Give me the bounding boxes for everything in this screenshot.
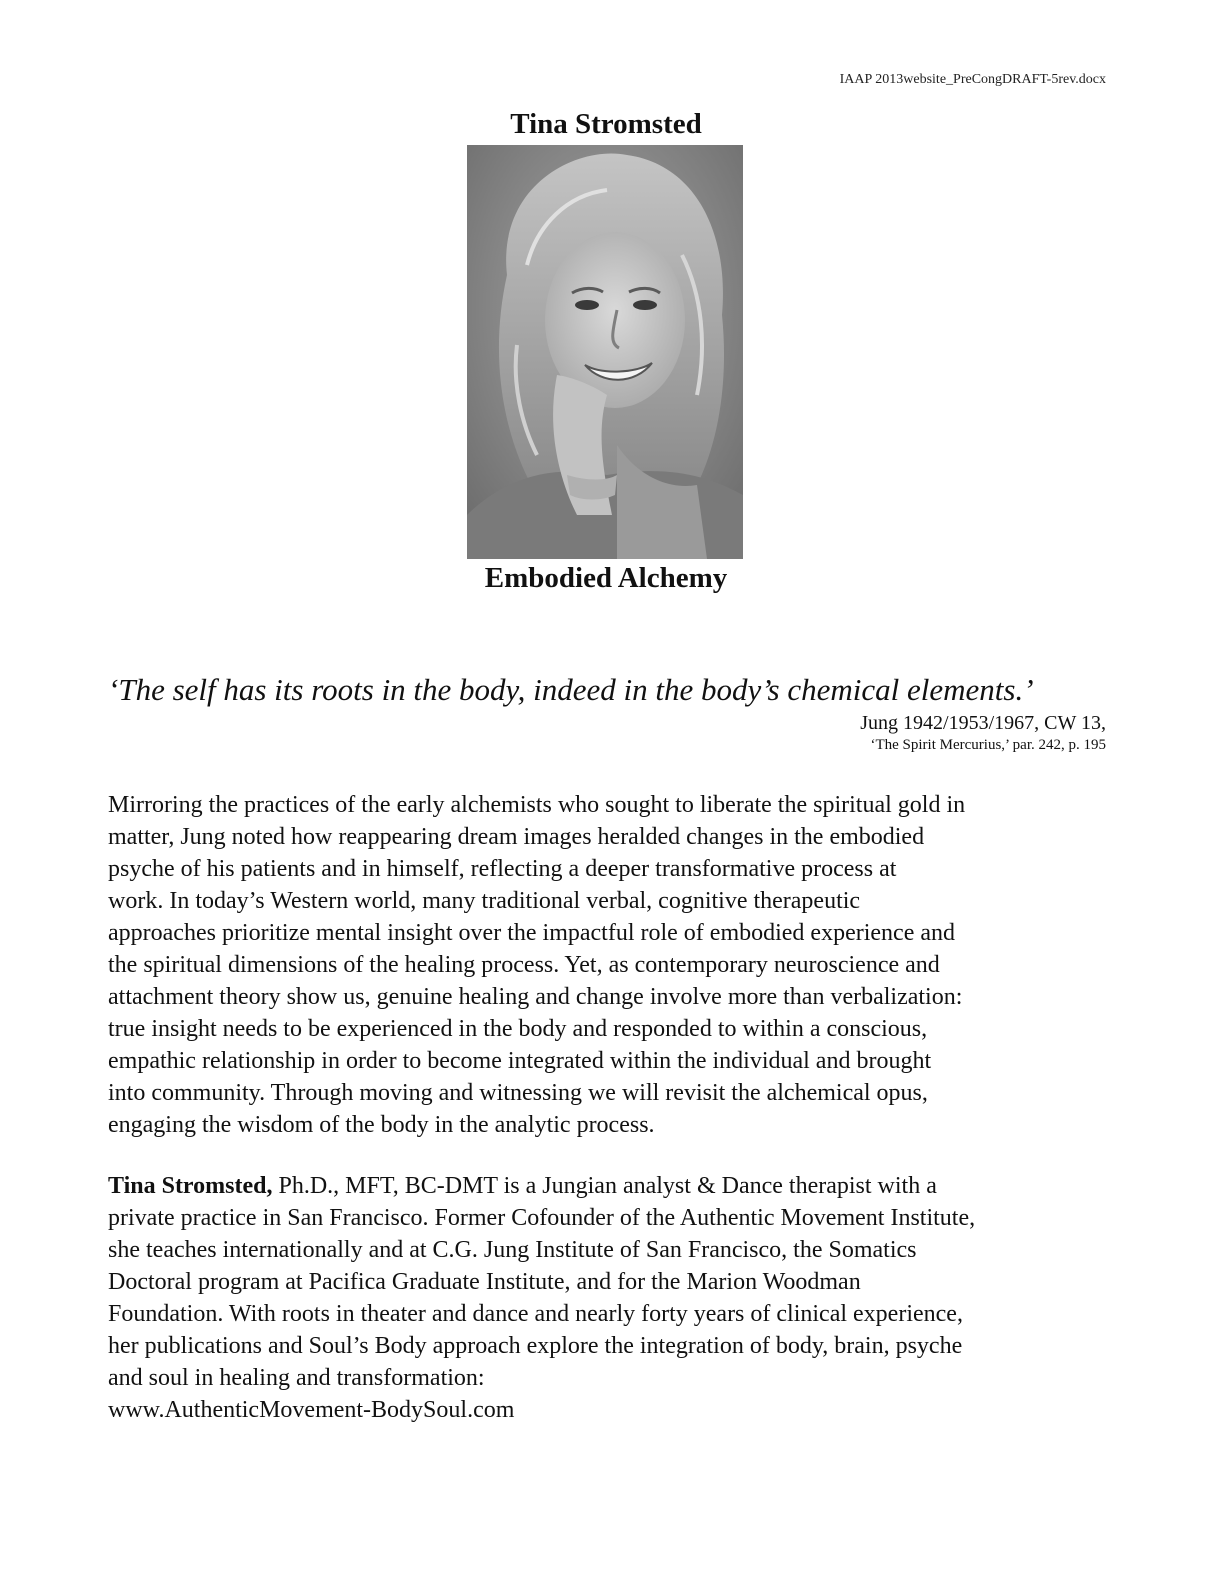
bio-credentials: Ph.D., MFT, BC-DMT is a Jungian analyst & Dance therapist with a: [272, 1173, 937, 1199]
epigraph-citation-line-1: Jung 1942/1953/1967, CW 13,: [860, 712, 1106, 734]
author-portrait-photo: [467, 145, 743, 559]
bio-line: and soul in healing and transformation:: [108, 1365, 485, 1391]
author-name-heading: Tina Stromsted: [510, 108, 702, 140]
bio-line: Foundation. With roots in theater and dance and nearly forty years of clinical experience,: [108, 1301, 963, 1327]
bio-author-name: Tina Stromsted,: [108, 1173, 273, 1199]
abstract-line: psyche of his patients and in himself, reflecting a deeper transformative process at: [108, 856, 897, 882]
abstract-line: Mirroring the practices of the early alchemists who sought to liberate the spiritual gold in: [108, 792, 966, 818]
talk-title-heading: Embodied Alchemy: [484, 562, 728, 594]
bio-line: she teaches internationally and at C.G. Jung Institute of San Francisco, the Somatics: [108, 1237, 917, 1263]
bio-line: private practice in San Francisco. Former Cofounder of the Authentic Movement Institute,: [108, 1205, 976, 1231]
bio-paragraph: [108, 1170, 1118, 1426]
file-name-header: IAAP 2013website_PreCongDRAFT-5rev.docx: [839, 72, 1106, 87]
portrait-illustration: [467, 145, 743, 559]
bio-line: Doctoral program at Pacifica Graduate Institute, and for the Marion Woodman: [108, 1269, 861, 1295]
abstract-line: approaches prioritize mental insight over the impactful role of embodied experience and: [108, 920, 956, 946]
epigraph-quote: ‘The self has its roots in the body, indeed in the body’s chemical elements.’: [108, 672, 1034, 707]
website-link[interactable]: www.AuthenticMovement-BodySoul.com: [108, 1397, 515, 1423]
epigraph-citation-line-2: ‘The Spirit Mercurius,’ par. 242, p. 195: [870, 737, 1106, 753]
abstract-line: the spiritual dimensions of the healing process. Yet, as contemporary neuroscience and: [108, 952, 940, 978]
abstract-line: work. In today’s Western world, many traditional verbal, cognitive therapeutic: [108, 888, 861, 914]
abstract-line: into community. Through moving and witnessing we will revisit the alchemical opus,: [108, 1080, 928, 1106]
bio-line: her publications and Soul’s Body approach explore the integration of body, brain, psyche: [108, 1333, 963, 1359]
abstract-paragraph: [108, 789, 1118, 1141]
abstract-line: matter, Jung noted how reappearing dream images heralded changes in the embodied: [108, 824, 925, 850]
abstract-line: empathic relationship in order to become integrated within the individual and brought: [108, 1048, 932, 1074]
abstract-line: attachment theory show us, genuine healing and change involve more than verbalization:: [108, 984, 963, 1010]
abstract-line: engaging the wisdom of the body in the analytic process.: [108, 1112, 655, 1138]
abstract-line: true insight needs to be experienced in the body and responded to within a conscious,: [108, 1016, 928, 1042]
bio-first-line: [108, 1170, 1118, 1202]
